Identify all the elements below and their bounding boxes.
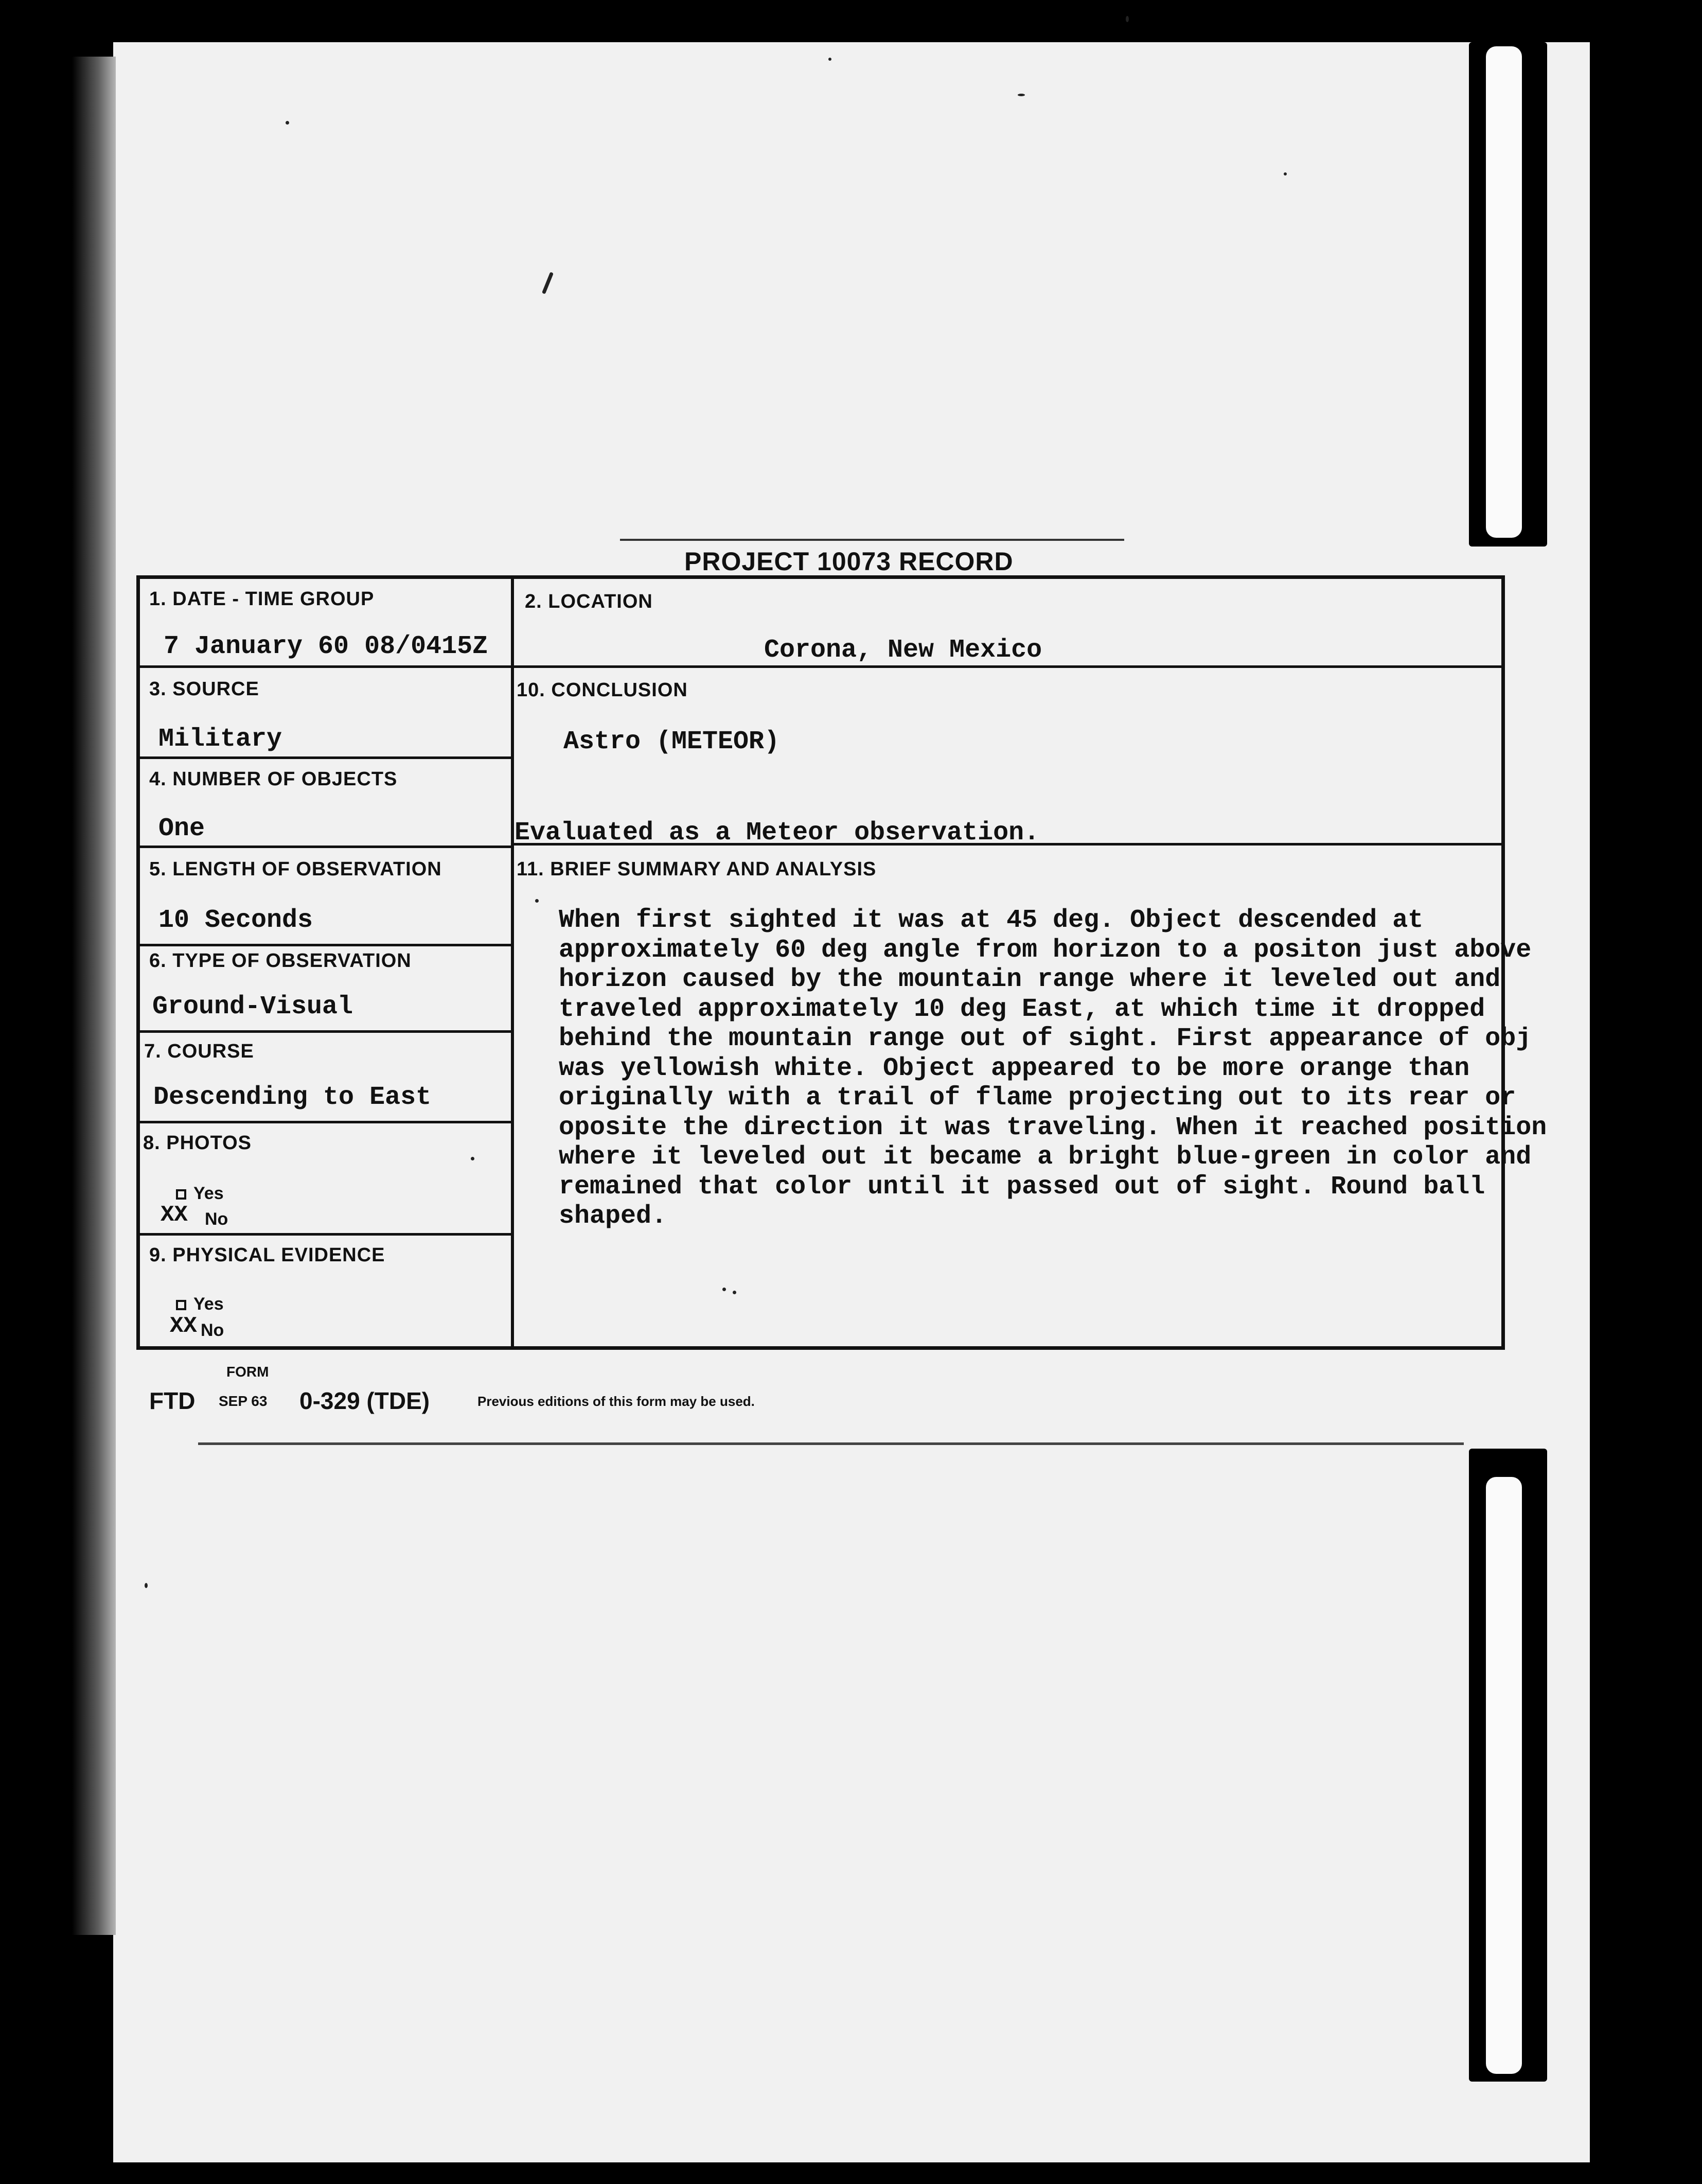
footer-note: Previous editions of this form may be used. — [477, 1394, 755, 1409]
course-label: 7. COURSE — [144, 1041, 254, 1062]
conclusion-value: Astro (METEOR) — [563, 727, 780, 756]
footer-form-number: 0-329 (TDE) — [299, 1387, 430, 1414]
footer-rule — [198, 1442, 1464, 1445]
date-time-label: 1. DATE - TIME GROUP — [149, 588, 375, 610]
source-label: 3. SOURCE — [149, 678, 259, 700]
speck — [1018, 94, 1025, 96]
photos-label: 8. PHOTOS — [143, 1132, 252, 1154]
form-title: PROJECT 10073 RECORD — [684, 547, 1014, 576]
length-value: 10 Seconds — [158, 906, 313, 935]
conclusion-label: 10. CONCLUSION — [517, 679, 688, 701]
speck — [471, 1157, 474, 1160]
summary-line: where it leveled out it became a bright blue-green in color and — [559, 1142, 1532, 1172]
num-objects-value: One — [158, 814, 205, 843]
speck — [1284, 172, 1287, 175]
summary-line: horizon caused by the mountain range where it leveled out and — [559, 965, 1501, 994]
summary-line: shaped. — [559, 1202, 667, 1231]
conclusion-note: Evaluated as a Meteor observation. — [515, 818, 1040, 848]
form-word: FORM — [226, 1364, 269, 1380]
summary-text — [559, 906, 1567, 1231]
photos-x-mark: XX — [161, 1202, 188, 1228]
photos-yes-label: Yes — [193, 1184, 224, 1203]
right-edge-tab-top-inner — [1486, 46, 1522, 538]
footer-ftd: FTD — [149, 1387, 196, 1414]
row-divider — [136, 665, 512, 668]
title-rule — [620, 539, 1124, 541]
photos-no-label: No — [205, 1209, 228, 1229]
source-value: Military — [158, 725, 282, 754]
summary-line: oposite the direction it was traveling. When it reached position — [559, 1113, 1547, 1142]
course-value: Descending to East — [153, 1083, 432, 1112]
page-edge-shadow — [72, 57, 116, 1935]
row-divider — [512, 665, 1505, 668]
photos-yes-option — [176, 1184, 224, 1204]
speck — [286, 121, 289, 125]
date-time-value: 7 January 60 08/0415Z — [164, 632, 488, 661]
summary-line: remained that color until it passed out of sight. Round ball — [559, 1172, 1485, 1202]
speck — [1126, 16, 1129, 22]
summary-line: behind the mountain range out of sight. First appearance of obj — [559, 1024, 1532, 1053]
physical-no-label: No — [201, 1320, 224, 1340]
speck — [535, 899, 539, 903]
summary-line: When first sighted it was at 45 deg. Object descended at — [559, 906, 1424, 935]
row-divider — [136, 944, 512, 946]
physical-x-mark: XX — [170, 1313, 197, 1339]
type-value: Ground-Visual — [152, 992, 353, 1021]
summary-label: 11. BRIEF SUMMARY AND ANALYSIS — [517, 858, 877, 880]
location-value: Corona, New Mexico — [764, 636, 1042, 665]
footer-date: SEP 63 — [219, 1393, 268, 1409]
location-label: 2. LOCATION — [525, 591, 653, 612]
right-edge-tab-bottom-inner — [1486, 1477, 1522, 2074]
type-label: 6. TYPE OF OBSERVATION — [149, 950, 412, 972]
checkbox-icon — [176, 1300, 186, 1310]
row-divider — [136, 846, 512, 848]
row-divider — [136, 756, 512, 759]
speck — [828, 58, 831, 61]
summary-line: was yellowish white. Object appeared to be more orange than — [559, 1053, 1470, 1083]
summary-line: traveled approximately 10 deg East, at which time it dropped — [559, 994, 1485, 1024]
row-divider — [136, 1233, 512, 1236]
row-divider — [136, 1121, 512, 1123]
checkbox-icon — [176, 1189, 186, 1200]
num-objects-label: 4. NUMBER OF OBJECTS — [149, 768, 398, 790]
summary-line: originally with a trail of flame projecting out to its rear or — [559, 1083, 1516, 1113]
speck — [145, 1583, 148, 1588]
row-divider — [136, 1030, 512, 1033]
physical-yes-label: Yes — [193, 1294, 224, 1314]
summary-line: approximately 60 deg angle from horizon to a positon just above — [559, 935, 1532, 965]
physical-evidence-label: 9. PHYSICAL EVIDENCE — [149, 1244, 385, 1266]
length-label: 5. LENGTH OF OBSERVATION — [149, 858, 442, 880]
physical-yes-option — [176, 1294, 224, 1314]
